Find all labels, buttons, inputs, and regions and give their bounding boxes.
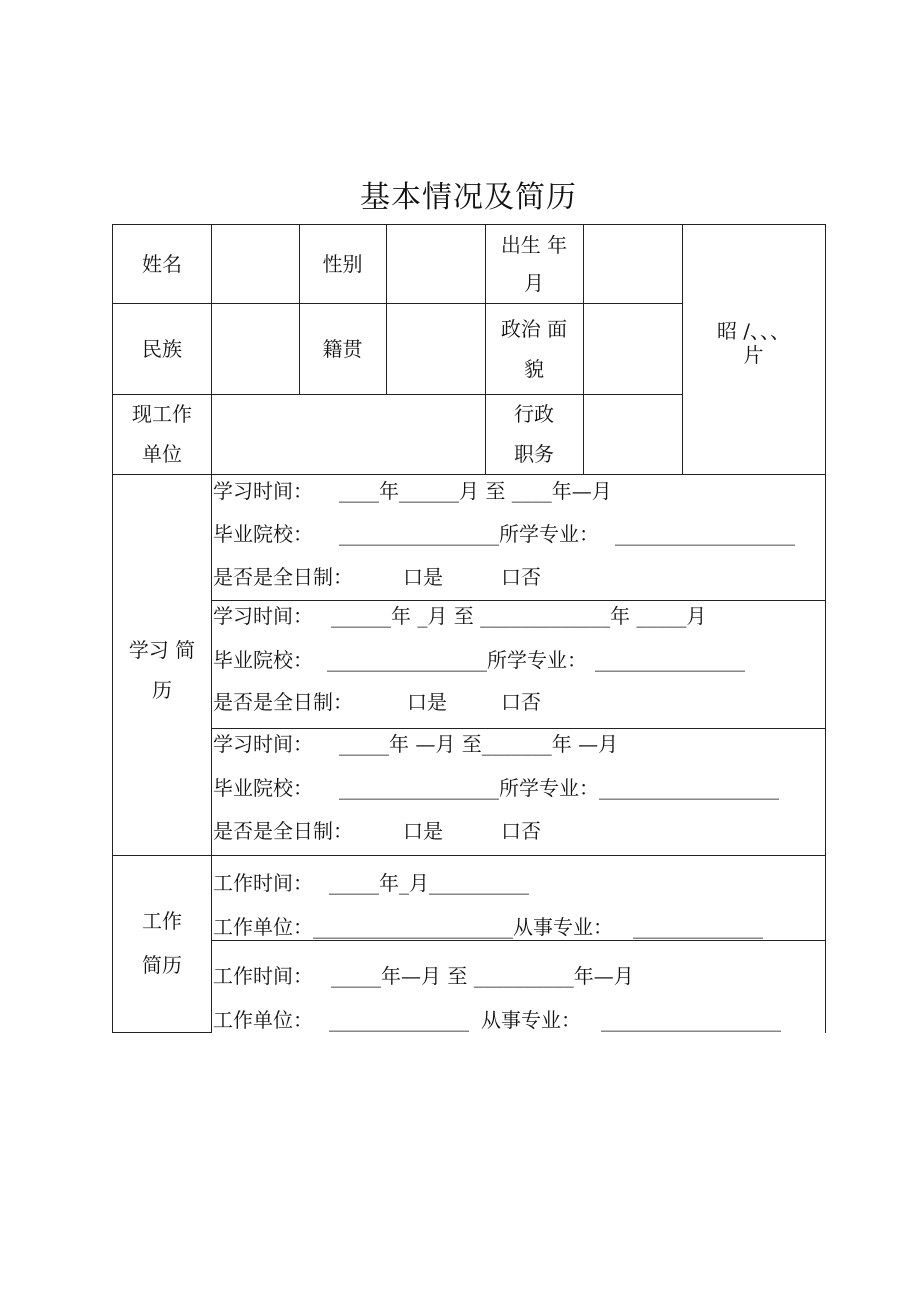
political-label-line2: 貌 [524, 356, 544, 381]
birth-label-line1: 出生 年 [500, 233, 568, 257]
ethnic-field[interactable] [212, 304, 299, 394]
page-title: 基本情况及简历 [360, 180, 577, 215]
workunit-label-line1: 现工作 [132, 402, 192, 426]
work-2-major-label: 从事专业： [481, 1008, 581, 1032]
name-label: 姓名 [142, 252, 182, 276]
study-1-fulltime-label: 是否是全日制： [213, 565, 353, 589]
origin-field[interactable] [387, 304, 485, 394]
study-1-school-row [213, 522, 795, 546]
gender-label: 性别 [322, 252, 363, 276]
work-1-major-label: 从事专业： [513, 915, 613, 939]
study-3-major-blank[interactable]: __________________ [599, 776, 779, 800]
work-1-unit-label: 工作单位： [213, 915, 313, 939]
study-2-yes-checkbox[interactable]: 口是 [407, 690, 447, 714]
study-3-no-checkbox[interactable]: 口否 [501, 819, 541, 843]
photo-label-line2: 片 [743, 343, 764, 367]
work-1-major-blank[interactable]: _____________ [633, 915, 763, 939]
study-1-fulltime-row [213, 565, 541, 589]
study-2-fulltime-row [213, 690, 541, 714]
work-1-time-blanks[interactable]: _____年_月__________ [329, 871, 529, 895]
admin-field[interactable] [584, 395, 682, 474]
study-2-fulltime-label: 是否是全日制： [213, 690, 353, 714]
study-2-time-blanks[interactable]: ______年 _月 至 _____________年 _____月 [331, 604, 707, 628]
work-2-time-row [213, 964, 634, 988]
work-1-time-label: 工作时间： [213, 871, 313, 895]
work-1-unit-row [213, 915, 763, 939]
work-section-label-line2: 简历 [142, 953, 182, 977]
study-3-time-label: 学习时间： [213, 732, 313, 756]
study-3-yes-checkbox[interactable]: 口是 [403, 819, 443, 843]
work-2-major-blank[interactable]: __________________ [601, 1008, 781, 1032]
study-1-time-blanks[interactable]: ____年______月 至 ____年—月 [339, 479, 612, 503]
study-3-school-row [213, 776, 779, 800]
photo-area [682, 318, 825, 368]
study-1-no-checkbox[interactable]: 口否 [501, 565, 541, 589]
ethnic-label: 民族 [142, 336, 182, 361]
work-1-time-row [213, 871, 529, 895]
name-field[interactable] [212, 225, 299, 303]
study-3-time-blanks[interactable]: _____年 —月 至_______年 —月 [339, 732, 619, 756]
political-label-line1: 政治 面 [500, 316, 568, 341]
work-1-unit-blank[interactable]: ____________________ [313, 915, 513, 939]
birth-label-line2: 月 [524, 271, 544, 295]
study-section-label [112, 625, 212, 715]
study-3-fulltime-label: 是否是全日制： [213, 819, 353, 843]
study-2-no-checkbox[interactable]: 口否 [501, 690, 541, 714]
study-section-label-line1: 学习 简 [128, 638, 196, 662]
political-field[interactable] [584, 304, 682, 394]
origin-label: 籍贯 [322, 336, 363, 361]
study-1-time-row [213, 479, 612, 503]
study-2-time-row [213, 604, 706, 628]
work-2-time-blanks[interactable]: _____年—月 至 __________年—月 [331, 964, 634, 988]
study-2-time-label: 学习时间： [213, 604, 313, 628]
study-1-yes-checkbox[interactable]: 口是 [403, 565, 443, 589]
workunit-field[interactable] [212, 395, 485, 474]
study-3-school-label: 毕业院校： [213, 776, 313, 800]
birth-label [485, 224, 583, 304]
admin-label-line2: 职务 [514, 442, 554, 466]
study-2-school-row [213, 648, 745, 672]
admin-label-line1: 行政 [514, 402, 554, 426]
political-label [485, 303, 583, 394]
work-2-time-label: 工作时间： [213, 964, 313, 988]
work-2-unit-label: 工作单位： [213, 1008, 313, 1032]
study-2-major-blank[interactable]: _______________ [595, 648, 745, 672]
workunit-label [112, 394, 212, 474]
photo-label-line1: 昭 /、、、 [716, 319, 791, 343]
admin-label [485, 394, 583, 474]
study-1-school-label: 毕业院校： [213, 522, 313, 546]
study-2-major-label: 所学专业： [487, 648, 587, 672]
study-1-major-blank[interactable]: __________________ [615, 522, 795, 546]
study-3-major-label: 所学专业： [499, 776, 599, 800]
study-1-major-label: 所学专业： [499, 522, 599, 546]
work-2-unit-row [213, 1008, 781, 1032]
study-2-school-blank[interactable]: ________________ [327, 648, 487, 672]
study-3-school-blank[interactable]: ________________ [339, 776, 499, 800]
study-section-label-line2: 历 [152, 678, 172, 702]
work-section-label-line1: 工作 [142, 909, 182, 933]
study-1-time-label: 学习时间： [213, 479, 313, 503]
workunit-label-line2: 单位 [142, 442, 182, 466]
work-section-label [112, 898, 212, 988]
work-2-unit-blank[interactable]: ______________ [329, 1008, 469, 1032]
birth-field[interactable] [584, 225, 682, 303]
study-1-school-blank[interactable]: ________________ [339, 522, 499, 546]
study-2-school-label: 毕业院校： [213, 648, 313, 672]
gender-field[interactable] [387, 225, 485, 303]
study-3-time-row [213, 732, 618, 756]
study-3-fulltime-row [213, 819, 541, 843]
